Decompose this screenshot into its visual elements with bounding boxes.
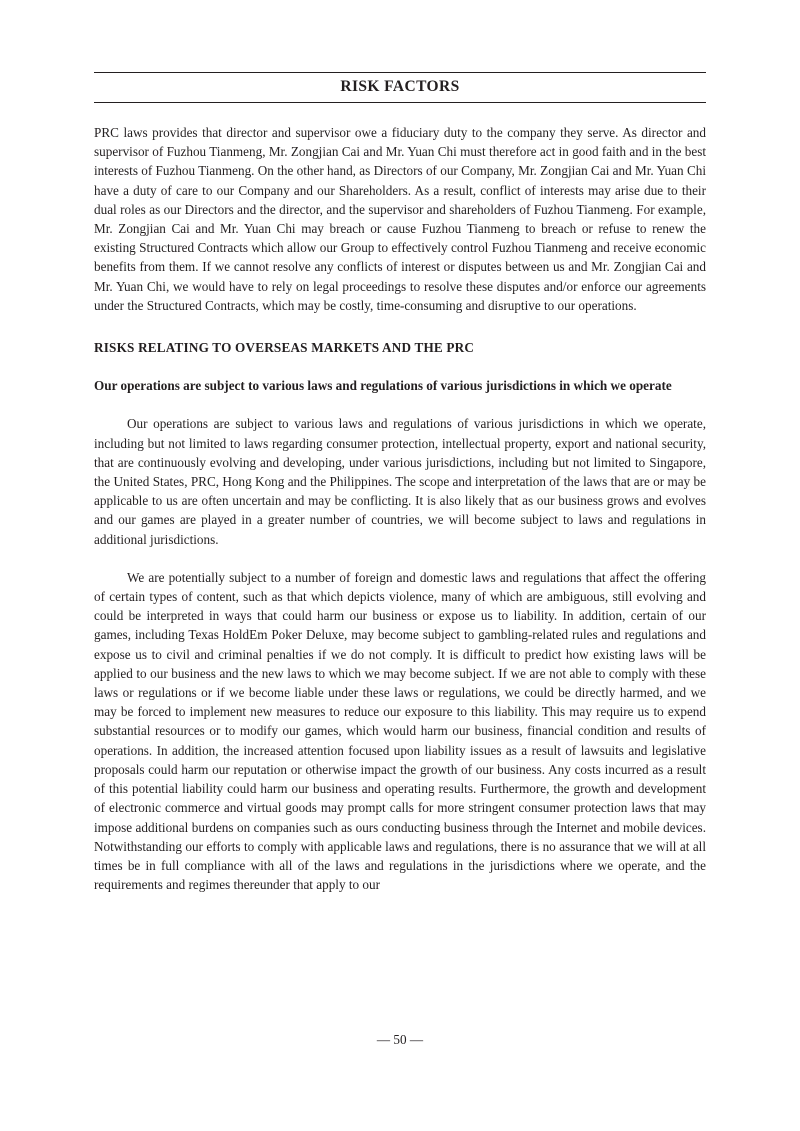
page-number: — 50 —: [376, 1032, 424, 1047]
paragraph-operations-laws: Our operations are subject to various laws and regulations of various jurisdictions in which we operate, including but not limited to laws regarding consumer protection, intellectual property, export and national security, that are continuously evolving and developing, under various jurisdictions, including but not limited to Singapore, the United States, PRC, Hong Kong and the Philippines. The scope and interpretation of the laws that are or may be applicable to us are often uncertain and may be conflicting. It is also likely that as our business grows and evolves and our games are played in a greater number of countries, we will become subject to laws and regulations in additional jurisdictions.: [94, 416, 706, 547]
page-header: [94, 72, 706, 103]
paragraph-foreign-domestic-laws: We are potentially subject to a number of foreign and domestic laws and regulations that affect the offering of certain types of content, such as that which depicts violence, many of which are ambiguous, still evolving and could be interpreted in ways that could harm our business or expose us to liability. In addition, certain of our games, including Texas HoldEm Poker Deluxe, may become subject to gambling-related rules and regulations and expose us to civil and criminal penalties if we do not comply. It is difficult to predict how existing laws will be applied to our business and the new laws to which we may become subject. If we are not able to comply with these laws or regulations or if we become liable under these laws or regulations, we could be directly harmed, and we may be forced to implement new measures to reduce our exposure to this liability. This may require us to expend substantial resources or to modify our games, which would harm our business, financial condition and results of operations. In addition, the increased attention focused upon liability issues as a result of lawsuits and legislative proposals could harm our reputation or otherwise impact the growth of our business. Any costs incurred as a result of this potential liability could harm our business and operating results. Furthermore, the growth and development of electronic commerce and virtual goods may prompt calls for more stringent consumer protection laws that may impose additional burdens on companies such as ours conducting business through the Internet and mobile devices. Notwithstanding our efforts to comply with applicable laws and regulations, there is no assurance that we will at all times be in full compliance with all of the laws and regulations in the jurisdictions where we operate, and the requirements and regimes thereunder that apply to our: [94, 569, 706, 893]
paragraph-fiduciary-duty: PRC laws provides that director and supervisor owe a fiduciary duty to the company they serve. As director and supervisor of Fuzhou Tianmeng, Mr. Zongjian Cai and Mr. Yuan Chi must therefore act in good faith and in the best interests of Fuzhou Tianmeng. On the other hand, as Directors of our Company, Mr. Zongjian Cai and Mr. Yuan Chi have a duty of care to our Company and our Shareholders. As a result, conflict of interests may arise due to their dual roles as our Directors and the director, and the supervisor and shareholders of Fuzhou Tianmeng. For example, Mr. Zongjian Cai and Mr. Yuan Chi may breach or cause Fuzhou Tianmeng to breach or refuse to renew the existing Structured Contracts which allow our Group to effectively control Fuzhou Tianmeng and receive economic benefits from them. If we cannot resolve any conflicts of interest or disputes between us and Mr. Zongjian Cai and Mr. Yuan Chi, we would have to rely on legal proceedings to resolve these disputes and/or enforce our agreements under the Structured Contracts, which may be costly, time-consuming and disruptive to our operations.: [94, 125, 706, 313]
section-heading: RISKS RELATING TO OVERSEAS MARKETS AND THE PRC: [94, 340, 475, 356]
document-page: [94, 0, 706, 1131]
header-title: RISK FACTORS: [340, 78, 460, 95]
page-body: [94, 123, 706, 894]
sub-heading: Our operations are subject to various laws and regulations of various jurisdictions in which we operate: [94, 378, 672, 394]
